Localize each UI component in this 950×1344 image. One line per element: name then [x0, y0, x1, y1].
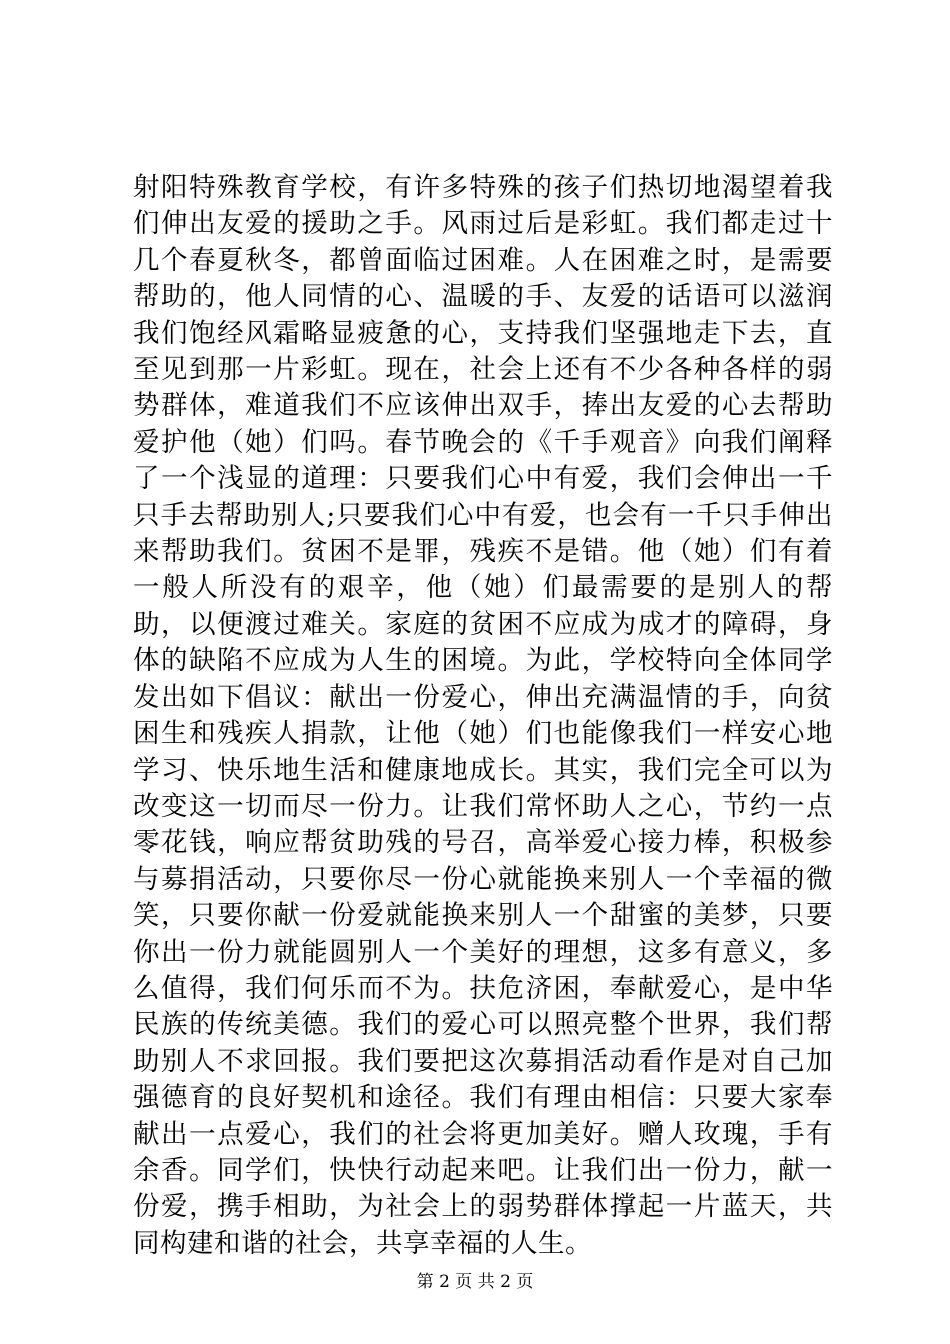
page-footer: 第 2 页 共 2 页: [416, 1272, 534, 1292]
body-paragraph: 射阳特殊教育学校，有许多特殊的孩子们热切地渴望着我们伸出友爱的援助之手。风雨过后是彩虹。我们都走过十几个春夏秋冬，都曾面临过困难。人在困难之时，是需要帮助的，他人同情的心、温暖的手、友爱的话语可以滋润我们饱经风霜略显疲惫的心，支持我们坚强地走下去，直至见到那一片彩虹。现在，社会上还有不少各种各样的弱势群体，难道我们不应该伸出双手，捧出友爱的心去帮助爱护他（她）们吗。春节晚会的《千手观音》向我们阐释了一个浅显的道理：只要我们心中有爱，我们会伸出一千只手去帮助别人;只要我们心中有爱，也会有一千只手伸出来帮助我们。贫困不是罪，残疾不是错。他（她）们有着一般人所没有的艰辛，他（她）们最需要的是别人的帮助，以便渡过难关。家庭的贫困不应成为成才的障碍，身体的缺陷不应成为人生的困境。为此，学校特向全体同学发出如下倡议：献出一份爱心，伸出充满温情的手，向贫困生和残疾人捐款，让他（她）们也能像我们一样安心地学习、快乐地生活和健康地成长。其实，我们完全可以为改变这一切而尽一份力。让我们常怀助人之心，节约一点零花钱，响应帮贫助残的号召，高举爱心接力棒，积极参与募捐活动，只要你尽一份心就能换来别人一个幸福的微笑，只要你献一份爱就能换来别人一个甜蜜的美梦，只要你出一份力就能圆别人一个美好的理想，这多有意义，多么值得，我们何乐而不为。扶危济困，奉献爱心，是中华民族的传统美德。我们的爱心可以照亮整个世界，我们帮助别人不求回报。我们要把这次募捐活动看作是对自己加强德育的良好契机和途径。我们有理由相信：只要大家奉献出一点爱心，我们的社会将更加美好。赠人玫瑰，手有余香。同学们，快快行动起来吧。让我们出一份力，献一份爱，携手相助，为社会上的弱势群体撑起一片蓝天，共同构建和谐的社会，共享幸福的人生。: [133, 172, 833, 1259]
